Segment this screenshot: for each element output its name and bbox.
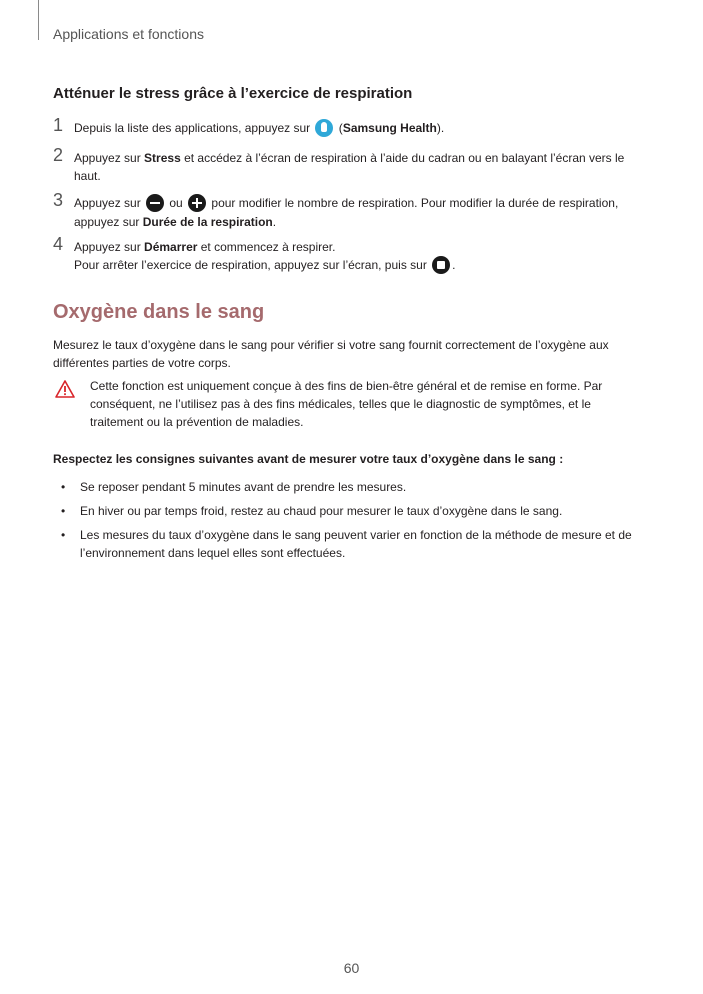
step-1 bbox=[53, 115, 653, 138]
step-text: et accédez à l’écran de respiration à l’aide du cadran ou en balayant l’écran vers le haut. bbox=[74, 151, 625, 183]
step-text: . bbox=[272, 214, 277, 229]
step-text: Appuyez sur bbox=[74, 240, 145, 254]
samsung-health-icon bbox=[315, 119, 333, 137]
bullet-icon: • bbox=[61, 528, 66, 542]
step-number: 2 bbox=[53, 145, 64, 165]
app-name: Samsung Health bbox=[342, 121, 437, 135]
step-text: ou bbox=[166, 196, 187, 210]
section-header: Applications et fonctions bbox=[53, 26, 204, 42]
stress-label: Stress bbox=[144, 151, 181, 165]
step-text: Appuyez sur bbox=[74, 196, 145, 210]
step-text: pour modifier le nombre de respiration. Pour modifier la durée de respiration, appuyez sur bbox=[74, 196, 619, 229]
step-text: Appuyez sur bbox=[74, 151, 145, 165]
step-text: et commencez à respirer. bbox=[197, 240, 336, 254]
warning-note bbox=[53, 377, 653, 431]
step-text: Pour arrêter l’exercice de respiration, appuyez sur l’écran, puis sur bbox=[74, 258, 431, 272]
page-number: 60 bbox=[343, 960, 360, 976]
step-text: ( bbox=[335, 121, 343, 135]
stop-icon bbox=[432, 256, 450, 274]
step-text: ). bbox=[436, 121, 445, 135]
breathing-section-title: Atténuer le stress grâce à l’exercice de respiration bbox=[53, 85, 413, 102]
oxygen-section-title: Oxygène dans le sang bbox=[53, 301, 265, 323]
start-label: Démarrer bbox=[144, 240, 198, 254]
minus-circle-icon bbox=[146, 194, 164, 212]
list-item-text: Se reposer pendant 5 minutes avant de prendre les mesures. bbox=[80, 480, 407, 494]
step-2 bbox=[53, 145, 653, 185]
bullet-icon: • bbox=[61, 504, 66, 518]
list-item bbox=[53, 526, 653, 562]
step-3 bbox=[53, 190, 653, 231]
step-text: Depuis la liste des applications, appuyez sur bbox=[74, 121, 314, 135]
list-item-text: Les mesures du taux d’oxygène dans le sang peuvent varier en fonction de la méthode de mesure et de l’environnement dans lequel elles sont effectuées. bbox=[80, 528, 632, 560]
bullet-icon: • bbox=[61, 480, 66, 494]
oxygen-intro: Mesurez le taux d’oxygène dans le sang pour vérifier si votre sang fournit correctement de l’oxygène aux différentes parties de votre corps. bbox=[53, 338, 609, 370]
list-item bbox=[53, 478, 653, 496]
list-item-text: En hiver ou par temps froid, restez au chaud pour mesurer le taux d’oxygène dans le sang. bbox=[80, 504, 563, 518]
step-number: 3 bbox=[53, 190, 64, 210]
margin-rule bbox=[38, 0, 39, 40]
step-text: . bbox=[452, 258, 456, 272]
warning-triangle-icon bbox=[55, 380, 75, 398]
step-number: 1 bbox=[53, 115, 64, 135]
step-4 bbox=[53, 234, 653, 275]
list-item bbox=[53, 502, 653, 520]
duration-label: Durée de la respiration bbox=[142, 214, 273, 229]
warning-text: Cette fonction est uniquement conçue à des fins de bien-être général et de remise en forme. Par conséquent, ne l’utilisez pas à des fins médicales, telles que le diagnostic de symptômes, et le traitement ou la prévention de maladies. bbox=[90, 379, 603, 429]
step-number: 4 bbox=[53, 234, 64, 254]
plus-circle-icon bbox=[188, 194, 206, 212]
instructions-title: Respectez les consignes suivantes avant de mesurer votre taux d’oxygène dans le sang : bbox=[53, 452, 564, 466]
